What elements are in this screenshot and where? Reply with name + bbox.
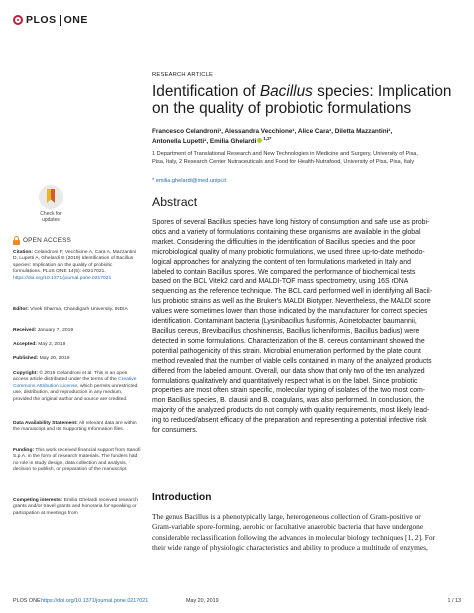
abstract-line: labeled to contain Bacillus spores. We compared the performance of biochemical tests (152, 268, 416, 276)
abstract-line: detected in some formulations. Characterization of the B. cereus contaminant showed the (152, 337, 425, 345)
abstract-line: logical approaches for analyzing the content of ten formulations marketed in Italy and (152, 258, 411, 266)
competing-interests-block: Competing interests: Emilia Ghelardi received research grants and/or travel grants and honoraria for speaking or participation at meetings from (13, 498, 138, 516)
footer-page-number: 1 / 13 (447, 598, 461, 604)
citation-block: Citation: Celandroni F, Vecchione A, Cara A, Mazzantini D, Lupetti A, Ghelardi E (2019) Identification of Bacillus species: Implication on the quality of probiotic formulations. PLoS ONE 14(5): e0217021. https://doi.org/10.1371/journal.pone.0217021 (13, 250, 137, 281)
abstract-line: majority of the analyzed products do not comply with quality requirements, most likely lead- (152, 407, 430, 415)
logo-one: ONE (63, 14, 88, 26)
editor-block: Editor: Vivek Sharma, Chandigarh University, INDIA (13, 307, 128, 312)
authors-line-2: Antonella Lupetti¹, Emilia Ghelardi $^{1,2*}$ (152, 135, 272, 145)
introduction-text (152, 512, 458, 553)
bookmark-icon (39, 185, 63, 209)
abstract-line: based on the BCL Vitek2 card and MALDI-TOF mass spectrometry, using 16S rDNA (152, 278, 409, 286)
logo-plos: PLOS (26, 14, 57, 26)
abstract-line: lus probiotic strains as well as the Bruker's MALDI Biotyper. Nevertheless, the MALDI score (152, 298, 431, 306)
abstract-line: Spores of several Bacillus species have long history of consumption and safe use as probi- (152, 219, 430, 226)
introduction-line: The genus Bacillus is a phenotypically large, heterogeneous collection of Gram-positive or (152, 512, 421, 521)
abstract-line: market. Considering the difficulties in the identification of Bacillus species and the poor (152, 238, 416, 246)
abstract-line: for consumers. (152, 427, 198, 435)
open-access-label: OPEN ACCESS (13, 236, 71, 245)
introduction-line: their wide range of physiologic characteristics and ability to produce a multitude of enzymes, (152, 542, 428, 552)
abstract-line: properties are most often strain specific, molecular typing of isolates of the two most com- (152, 387, 426, 395)
abstract-line: values were sometimes lower than those indicated by the manufacturer for correct species (152, 308, 428, 316)
abstract-line: potential pathogenicity of this strain. Microbial enumeration performed by the plate count (152, 347, 421, 355)
abstract-line: otics and a variety of formulations containing these organisms are available in the global (152, 228, 421, 236)
introduction-line: considerable reclassification following the advances in molecular biology techniques [1, 2]. For (152, 532, 436, 542)
introduction-heading: Introduction (152, 492, 212, 503)
abstract-line: method revealed that the number of viable cells contained in many of the analyzed products (152, 357, 432, 365)
orcid-icon[interactable] (257, 138, 262, 143)
logo-divider (60, 15, 61, 26)
footer-doi-link[interactable]: https://doi.org/10.1371/journal.pone.0217021 (41, 598, 149, 604)
journal-logo (13, 10, 88, 30)
affiliations: 1 Department of Translational Research and New Technologies in Medicine and Surgery, University of Pisa, Pisa, Italy, 2 Research Center Nutraceuticals and Food for Health-Nutrafood, University of Pisa, Pisa, Italy (152, 151, 418, 166)
plos-logo-icon (13, 15, 23, 25)
copyright-block: Copyright: © 2019 Celandroni et al. This is an open access article distributed under the terms of the Creative Commons Attribution License, which permits unrestricted use, distribution, and reproduction in any medium, provided the original author and source are credited. (13, 371, 138, 402)
footer-journal: PLOS ONE (13, 598, 41, 604)
received-date: Received: January 7, 2019 (13, 328, 74, 333)
abstract-line: differed from the labeled amount. Overall, our data show that only two of the ten analyzed (152, 367, 425, 375)
abstract-heading: Abstract (152, 195, 198, 209)
open-lock-icon (13, 236, 20, 245)
published-date: Published: May 20, 2019 (13, 356, 70, 361)
abstract-line: mon Bacillus species, B. clausii and B. coagulans, was also performed. In conclusion, the (152, 397, 425, 405)
license-link[interactable]: Creative Commons Attribution License (13, 377, 137, 389)
check-for-updates-badge[interactable]: Check for updates (33, 185, 69, 227)
data-availability-block: Data Availability Statement: All relevant data are within the manuscript and its Supporting Information files. (13, 421, 137, 433)
author-list (152, 127, 458, 146)
accepted-date: Accepted: May 2, 2019 (13, 342, 66, 347)
abstract-line: identification. Contaminant bacteria (Lysinibacillus fusiformis, Acinetobacter baumannii, (152, 318, 417, 326)
citation-doi-link[interactable]: https://doi.org/10.1371/journal.pone.0217021 (13, 275, 112, 281)
funding-block: Funding: This work received financial support from Sanofi S.p.A. in the form of research materials. The funders had no role in study design, data collection and analysis, decision to publish, or preparation of the manuscript. (13, 448, 141, 473)
corresponding-email[interactable]: * emilia.ghelardi@med.unipi.it (152, 178, 227, 184)
abstract-line: Bacillus cereus, Brevibacillus choshinensis, Bacillus licheniformis, Bacillus badius) were (152, 327, 420, 335)
abstract-line: sequencing as the reference technique. The BCL card performed well in identifying all Bacil- (152, 288, 432, 296)
article-type: RESEARCH ARTICLE (152, 72, 214, 78)
article-title: Identification of Bacillus species: Implication on the quality of probiotic formulations (152, 83, 452, 117)
abstract-text (152, 218, 458, 436)
footer-date: May 20, 2019 (186, 598, 219, 604)
authors-line-1: Francesco Celandroni¹, Alessandra Vecchione¹, Alice Cara¹, Diletta Mazzantini¹, (152, 128, 393, 135)
abstract-line: formulations qualitatively and quantitatively respect what is on the label. Since probiotic (152, 377, 418, 385)
introduction-line: Gram-variable spore-forming, aerobic or facultative anaerobic bacteria that have undergone (152, 522, 424, 532)
abstract-line: microbiological quality of many probiotic formulations, we used three up-to-date methodo- (152, 248, 425, 256)
abstract-line: ing to reduced/absent efficacy of the preparation and representing a potential infective risk (152, 417, 427, 425)
